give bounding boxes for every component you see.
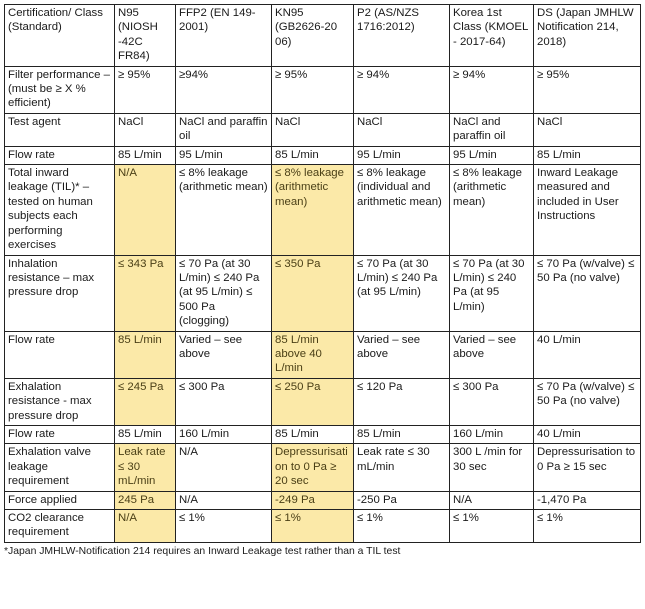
table-cell: 85 L/min <box>115 331 176 378</box>
table-cell: 40 L/min <box>534 425 641 443</box>
column-header: KN95 (GB2626-20 06) <box>272 5 354 67</box>
table-cell: ≥ 95% <box>534 66 641 113</box>
table-row <box>5 510 641 543</box>
table-row <box>5 444 641 491</box>
table-cell: 85 L/min above 40 L/min <box>272 331 354 378</box>
column-header: DS (Japan JMHLW Notification 214, 2018) <box>534 5 641 67</box>
table-row <box>5 113 641 146</box>
table-cell: -249 Pa <box>272 491 354 509</box>
table-cell: ≤ 343 Pa <box>115 255 176 331</box>
table-cell: ≤ 245 Pa <box>115 378 176 425</box>
column-header: FFP2 (EN 149-2001) <box>176 5 272 67</box>
table-cell: ≤ 70 Pa (w/valve) ≤ 50 Pa (no valve) <box>534 255 641 331</box>
footnote: *Japan JMHLW-Notification 214 requires an Inward Leakage test rather than a TIL test <box>4 545 401 557</box>
table-cell: N/A <box>115 510 176 543</box>
table-row <box>5 491 641 509</box>
row-label: Force applied <box>5 491 115 509</box>
header-row <box>5 5 641 67</box>
table-cell: N/A <box>115 165 176 255</box>
table-row <box>5 66 641 113</box>
table-cell: ≤ 70 Pa (at 30 L/min) ≤ 240 Pa (at 95 L/min) <box>354 255 450 331</box>
table-cell: ≤ 300 Pa <box>450 378 534 425</box>
table-cell: NaCl <box>534 113 641 146</box>
table-cell: -1,470 Pa <box>534 491 641 509</box>
table-cell: ≤ 1% <box>176 510 272 543</box>
column-header: N95 (NIOSH -42C FR84) <box>115 5 176 67</box>
table-cell: Varied – see above <box>450 331 534 378</box>
table-row <box>5 331 641 378</box>
row-label: Total inward leakage (TIL)* – tested on human subjects each performing exercises <box>5 165 115 255</box>
table-row <box>5 378 641 425</box>
table-cell: 85 L/min <box>354 425 450 443</box>
table-cell: Varied – see above <box>354 331 450 378</box>
table-cell: Depressurisation to 0 Pa ≥ 20 sec <box>272 444 354 491</box>
table-cell: ≤ 8% leakage (arithmetic mean) <box>176 165 272 255</box>
table-cell: ≥ 94% <box>450 66 534 113</box>
column-header: P2 (AS/NZS 1716:2012) <box>354 5 450 67</box>
table-cell: NaCl <box>272 113 354 146</box>
table-cell: ≤ 70 Pa (at 30 L/min) ≤ 240 Pa (at 95 L/min) ≤ 500 Pa (clogging) <box>176 255 272 331</box>
table-cell: NaCl and paraffin oil <box>176 113 272 146</box>
table-cell: 300 L /min for 30 sec <box>450 444 534 491</box>
table-cell: ≤ 1% <box>534 510 641 543</box>
table-cell: 245 Pa <box>115 491 176 509</box>
table-body <box>5 66 641 542</box>
table-cell: ≥ 94% <box>354 66 450 113</box>
table-cell: ≤ 8% leakage (arithmetic mean) <box>272 165 354 255</box>
table-row <box>5 425 641 443</box>
table-cell: 85 L/min <box>115 425 176 443</box>
table-header <box>5 5 641 67</box>
table-cell: -250 Pa <box>354 491 450 509</box>
column-header: Certification/ Class (Standard) <box>5 5 115 67</box>
table-cell: ≤ 8% leakage (individual and arithmetic mean) <box>354 165 450 255</box>
table-cell: ≤ 8% leakage (arithmetic mean) <box>450 165 534 255</box>
table-cell: 40 L/min <box>534 331 641 378</box>
row-label: Exhalation resistance - max pressure drop <box>5 378 115 425</box>
table-cell: 95 L/min <box>450 146 534 164</box>
table-row <box>5 255 641 331</box>
row-label: Filter performance – (must be ≥ X % efficient) <box>5 66 115 113</box>
table-cell: ≤ 1% <box>450 510 534 543</box>
table-cell: 160 L/min <box>176 425 272 443</box>
table-cell: Leak rate ≤ 30 mL/min <box>115 444 176 491</box>
table-cell: N/A <box>176 491 272 509</box>
table-cell: NaCl <box>354 113 450 146</box>
table-cell: Depressurisation to 0 Pa ≥ 15 sec <box>534 444 641 491</box>
table-cell: ≤ 1% <box>272 510 354 543</box>
table-cell: ≤ 70 Pa (at 30 L/min) ≤ 240 Pa (at 95 L/min) <box>450 255 534 331</box>
document-body <box>4 4 640 558</box>
row-label: Flow rate <box>5 331 115 378</box>
row-label: Test agent <box>5 113 115 146</box>
table-cell: Inward Leakage measured and included in User Instructions <box>534 165 641 255</box>
table-cell: 85 L/min <box>272 425 354 443</box>
row-label: CO2 clearance requirement <box>5 510 115 543</box>
table-cell: N/A <box>450 491 534 509</box>
table-cell: ≥ 95% <box>272 66 354 113</box>
table-cell: 160 L/min <box>450 425 534 443</box>
table-cell: 85 L/min <box>115 146 176 164</box>
table-cell: NaCl and paraffin oil <box>450 113 534 146</box>
table-cell: 85 L/min <box>272 146 354 164</box>
table-cell: ≤ 120 Pa <box>354 378 450 425</box>
row-label: Flow rate <box>5 146 115 164</box>
column-header: Korea 1st Class (KMOEL - 2017-64) <box>450 5 534 67</box>
row-label: Flow rate <box>5 425 115 443</box>
table-cell: NaCl <box>115 113 176 146</box>
table-cell: ≤ 250 Pa <box>272 378 354 425</box>
row-label: Inhalation resistance – max pressure drop <box>5 255 115 331</box>
table-row <box>5 165 641 255</box>
table-cell: 85 L/min <box>534 146 641 164</box>
table-cell: ≥94% <box>176 66 272 113</box>
mask-standards-comparison-table <box>4 4 641 543</box>
table-cell: Varied – see above <box>176 331 272 378</box>
table-cell: ≤ 350 Pa <box>272 255 354 331</box>
table-cell: 95 L/min <box>354 146 450 164</box>
table-cell: Leak rate ≤ 30 mL/min <box>354 444 450 491</box>
row-label: Exhalation valve leakage requirement <box>5 444 115 491</box>
table-row <box>5 146 641 164</box>
table-cell: ≤ 70 Pa (w/valve) ≤ 50 Pa (no valve) <box>534 378 641 425</box>
table-cell: 95 L/min <box>176 146 272 164</box>
table-cell: ≥ 95% <box>115 66 176 113</box>
table-cell: N/A <box>176 444 272 491</box>
table-cell: ≤ 300 Pa <box>176 378 272 425</box>
table-cell: ≤ 1% <box>354 510 450 543</box>
